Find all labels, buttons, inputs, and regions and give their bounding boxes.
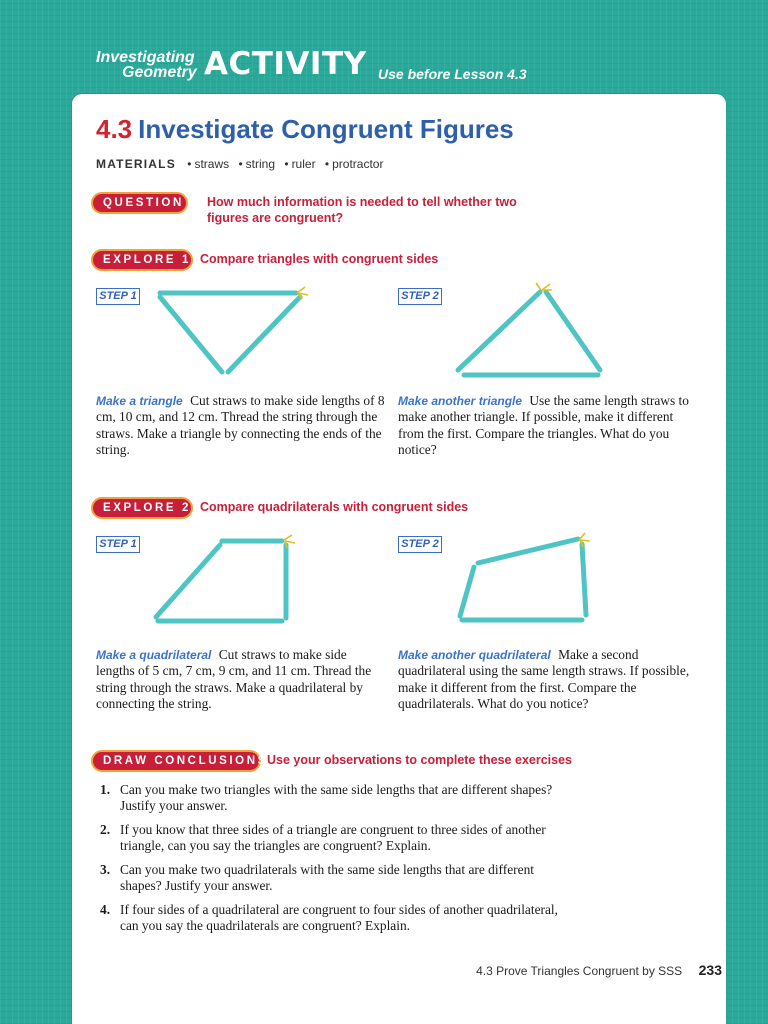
exercise-number: 2. [100, 822, 111, 837]
material-item: • ruler [278, 157, 315, 171]
step-2-badge: STEP 2 [398, 288, 442, 305]
triangle-1-figure [160, 293, 300, 372]
straw [458, 292, 540, 370]
straw [546, 292, 600, 370]
exercise-number: 1. [100, 782, 111, 797]
exercise-item [100, 782, 570, 815]
geometry-text: Geometry [122, 64, 197, 81]
explore-1-heading: Compare triangles with congruent sides [200, 252, 439, 266]
explore-1-badge: EXPLORE 1 [91, 249, 193, 271]
exercise-text: Can you make two quadrilaterals with the same side lengths that are different shapes? Justify your answer. [120, 862, 534, 894]
exercise-number: 4. [100, 902, 111, 917]
use-before-lesson: Use before Lesson 4.3 [378, 66, 527, 82]
step-lead: Make a quadrilateral [96, 648, 212, 662]
exercise-item [100, 862, 570, 895]
step-1-badge: STEP 1 [96, 536, 140, 553]
step-text: Use the same length straws to make another triangle. If possible, make it different from the first. Compare the triangles. What do you notice? [398, 393, 689, 457]
footer-section-title: 4.3 Prove Triangles Congruent by SSS [476, 964, 683, 978]
exercise-text: If you know that three sides of a triangle are congruent to three sides of another triangle, can you say the triangles are congruent? Explain. [120, 822, 546, 854]
activity-label: ACTIVITY [204, 46, 367, 82]
straw [156, 545, 220, 617]
step-lead: Make another triangle [398, 394, 523, 408]
question-badge: QUESTION [91, 192, 188, 214]
explore-2-heading: Compare quadrilaterals with congruent sides [200, 500, 469, 514]
exercise-text: If four sides of a quadrilateral are congruent to four sides of another quadrilateral, can you say the quadrilaterals are congruent? Explain. [120, 902, 558, 934]
exercise-text: Can you make two triangles with the same side lengths that are different shapes? Justify your answer. [120, 782, 553, 814]
triangle-2-figure [458, 292, 600, 375]
straw [160, 297, 222, 372]
step-2-badge: STEP 2 [398, 536, 442, 553]
straw [478, 539, 578, 563]
question-text: How much information is needed to tell whether two figures are congruent? [207, 195, 517, 225]
material-item: • string [232, 157, 275, 171]
step-1-instructions [96, 393, 386, 458]
explore-2-badge: EXPLORE 2 [91, 497, 193, 519]
step-1-badge: STEP 1 [96, 288, 140, 305]
investigating-text: Investigating [96, 49, 195, 66]
step-1-instructions [96, 647, 386, 712]
step-lead: Make another quadrilateral [398, 648, 551, 662]
page-footer [476, 962, 722, 980]
material-item: • straws [181, 157, 229, 171]
step-lead: Make a triangle [96, 394, 183, 408]
step-2-instructions [398, 647, 708, 712]
draw-conclusions-badge: DRAW CONCLUSIONS [91, 750, 261, 772]
title-text: Investigate Congruent Figures [138, 114, 514, 144]
straw [582, 544, 586, 615]
material-item: • protractor [319, 157, 384, 171]
straw [228, 297, 300, 372]
quadrilateral-2-figure [460, 539, 586, 620]
exercise-item [100, 822, 570, 855]
quadrilateral-1-figure [156, 541, 286, 621]
exercise-number: 3. [100, 862, 111, 877]
exercise-item [100, 902, 570, 935]
title-number: 4.3 [96, 114, 133, 144]
step-text: Make a second quadrilateral using the same length straws. If possible, make it different from the first. Compare the quadrilaterals. What do you notice? [398, 647, 690, 711]
straw [460, 567, 474, 616]
step-text: Cut straws to make side lengths of 5 cm, 7 cm, 9 cm, and 11 cm. Thread the string through the straws. Make a quadrilateral by connecting the string. [96, 647, 372, 711]
step-text: Cut straws to make side lengths of 8 cm, 10 cm, and 12 cm. Thread the string through the straws. Make a triangle by connecting the ends of the string. [96, 393, 385, 457]
page-number: 233 [698, 962, 722, 978]
draw-conclusions-heading: Use your observations to complete these exercises [267, 753, 572, 767]
step-2-instructions [398, 393, 698, 458]
materials-label: MATERIALS [96, 157, 176, 171]
